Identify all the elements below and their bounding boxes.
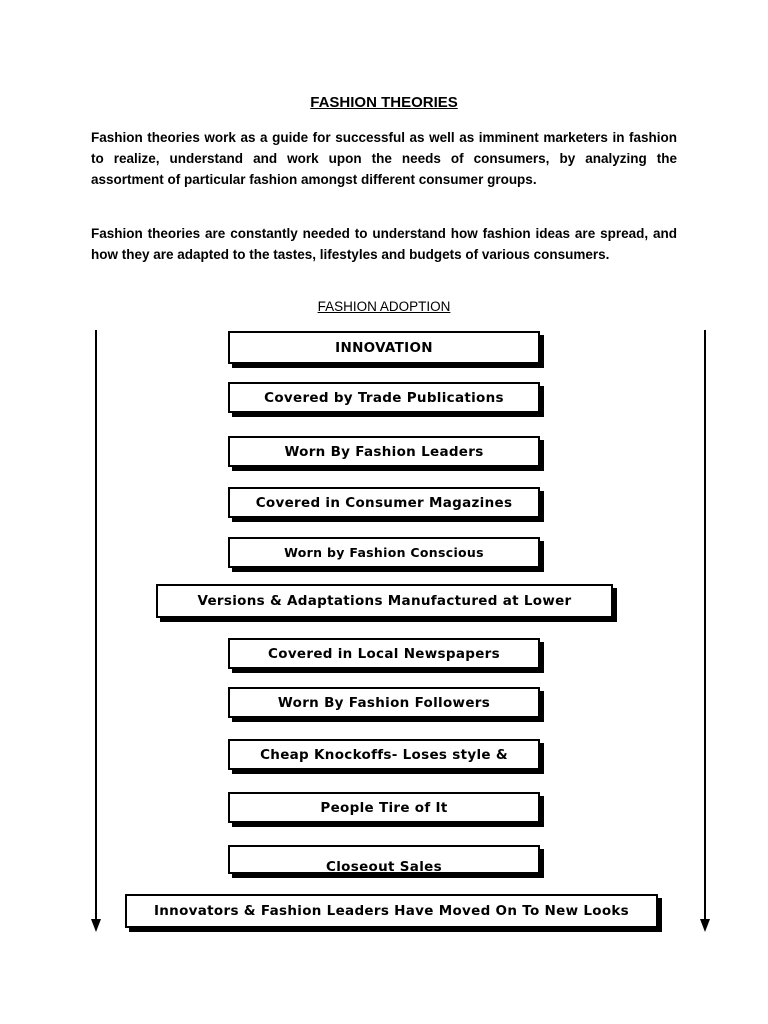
step-box xyxy=(228,739,540,770)
intro-paragraph: Fashion theories work as a guide for successful as well as imminent marketers in fashion to realize, understand and work upon the needs of consumers, by analyzing the assortment of particular fashion amongst different consumer groups. xyxy=(91,130,677,187)
step-label: Innovators & Fashion Leaders Have Moved On To New Looks xyxy=(153,903,630,919)
step-box xyxy=(228,638,540,669)
step-box xyxy=(228,845,540,874)
step-label: INNOVATION xyxy=(335,339,433,356)
step-box xyxy=(156,584,613,618)
step-label: People Tire of It xyxy=(320,799,448,816)
step-label: Cheap Knockoffs- Loses style & xyxy=(260,746,508,763)
step-box xyxy=(228,537,540,568)
step-label: Worn By Fashion Followers xyxy=(277,694,491,711)
step-box xyxy=(228,382,540,413)
step-box xyxy=(228,436,540,467)
step-box xyxy=(228,331,540,364)
step-label: Worn By Fashion Leaders xyxy=(284,443,484,460)
step-label: Covered in Local Newspapers xyxy=(268,645,500,662)
step-box xyxy=(125,894,658,928)
step-box xyxy=(228,687,540,718)
down-arrow-left-icon xyxy=(89,330,103,932)
diagram-title: FASHION ADOPTION xyxy=(317,299,451,314)
step-label: Versions & Adaptations Manufactured at Lower xyxy=(197,593,572,609)
step-label: Covered in Consumer Magazines xyxy=(255,494,513,511)
step-box xyxy=(228,487,540,518)
step-label: Worn by Fashion Conscious xyxy=(284,545,484,560)
down-arrow-right-icon xyxy=(698,330,712,932)
document-title: FASHION THEORIES xyxy=(310,94,458,111)
step-box xyxy=(228,792,540,823)
step-label: Covered by Trade Publications xyxy=(264,389,504,406)
step-label: Closeout Sales xyxy=(326,858,442,874)
second-paragraph: Fashion theories are constantly needed to understand how fashion ideas are spread, and how they are adapted to the tastes, lifestyles and budgets of various consumers. xyxy=(91,226,677,262)
